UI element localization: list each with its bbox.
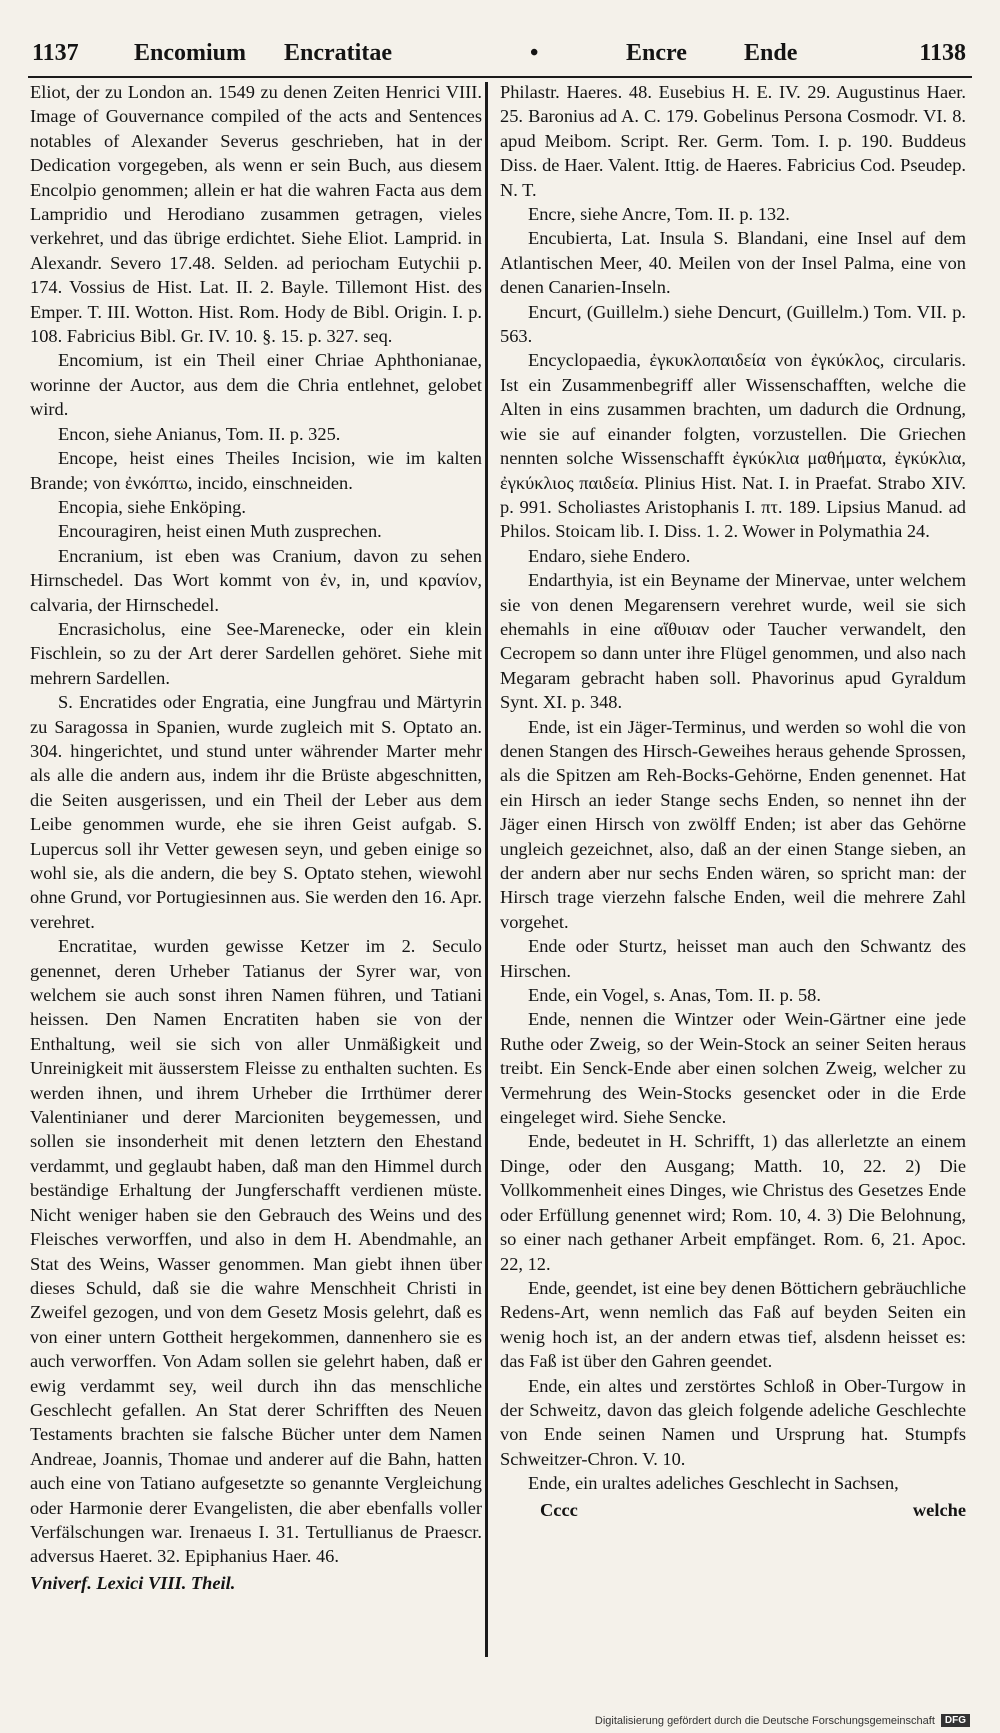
funding-text: Digitalisierung gefördert durch die Deutsche Forschungsgemeinschaft [594,1714,935,1727]
entry-paragraph: Encyclopaedia, ἐγκυκλοπαιδεία von ἐγκύκλος, circularis. Ist ein Zusammenbegriff aller Wissenschafften, welche die Alten in eins zusammen brachten, um dadurch die Ordnung, wie sie auf einander folgten, vorzustellen. Die Griechen nennten solche Wissenschafft ἐγκύκλια μαθήματα, ἐγκύκλια, ἐγκύκλιος παιδεία. Plinius Hist. Nat. I. in Praefat. Strabo XIV. p. 991. Scholiastes Aristophanis I. πτ. 189. Lipsius Manud. ad Philos. Stoicam lib. I. Diss. 1. 2. Wower in Polymathia 24. [500,350,966,542]
entry-paragraph: Encubierta, Lat. Insula S. Blandani, eine Insel auf dem Atlantischen Meer, 40. Meilen von der Insel Palma, eine von denen Canarien-Inseln. [500,228,966,298]
catchword: welche [912,1499,966,1520]
entry-paragraph: Philastr. Haeres. 48. Eusebius H. E. IV. 29. Augustinus Haer. 25. Baronius ad A. C. 179. Gobelinus Persona Cosmodr. VI. 8. apud Meibom. Script. Rer. Germ. Tom. I. p. 190. Buddeus Diss. de Haer. Valent. Ittig. de Haeres. Fabricius Cod. Pseudep. N. T. [500,82,966,200]
entry-paragraph: Ende, ein altes und zerstörtes Schloß in Ober-Turgow in der Schweitz, davon das gleich folgende adeliche Geschlechte von Ende seinen Namen und Ursprung hat. Stumpfs Schweitzer-Chron. V. 10. [500,1375,966,1469]
entry-paragraph: Endaro, siehe Endero. [528,545,691,566]
entry-paragraph: Ende, ist ein Jäger-Terminus, und werden so wohl die von denen Stangen des Hirsch-Geweihes heraus gehende Sprossen, als die Spitzen am Reh-Bocks-Gehörne, Enden genennet. Hat ein Hirsch an ieder Stange sechs Enden, so nennet ihn der Jäger einen Hirsch von zwölff Enden; ist aber das Gehörne ungleich gezeichnet, also, daß an der einen Stange sieben, an der andern aber nur sechs Enden wären, so spricht man: der Hirsch trage vierzehn falsche Enden, weil die mehrere Zahl vorgehet. [500,716,966,932]
header-word-left-2: Encratitae [284,40,392,66]
entry-paragraph: Encratitae, wurden gewisse Ketzer im 2. Seculo genennet, deren Urheber Tatianus der Syrer war, von welchem sie auch sonst ihren Namen führen, und Tatiani heissen. Den Namen Encratiten haben sie von der Enthaltung, weil sie sich von aller Unmäßigkeit und Unreinigkeit mit äusserstem Fleisse zu enthalten suchten. Es werden ihnen, und ihrem Urheber die Irrthümer derer Valentinianer und derer Marcioniten beygemessen, und sollen sie insonderheit mit denen letztern den Ehestand verdammt, und geglaubt haben, daß man den Himmel durch beständige Erhaltung der Jungferschafft verdienen müste. Nicht weniger haben sie den Gebrauch des Weins und des Fleisches verworffen, und also in dem H. Abendmahle, an Stat des Weins, Wasser genommen. Man giebt ihnen über dieses Schuld, daß sie die wahre Menschheit Christi in Zweifel gezogen, und von dem Gesetz Mosis gelehrt, daß es von einer untern Gottheit hergekommen, dannenhero sie es auch verworffen. Von Adam sollen sie gelehrt haben, daß er ewig verdammt sey, weil durch ihn das menschliche Geschlecht gefallen. An Stat derer Schrifften des Neuen Testaments brachten sie falsche Bücher unter dem Namen Andreae, Joannis, Thomae und anderer auf die Bahn, hatten auch eine von Tatiano aufgesetzte so genannte Vergleichung oder Harmonie derer Evangelisten, die aber ebenfalls voller Verfälschungen war. Irenaeus I. 31. Tertullianus de Praescr. adversus Haeret. 32. Epiphanius Haer. 46. [30,936,482,1567]
signature-mark: Cccc [540,1499,578,1520]
entry-paragraph: Eliot, der zu London an. 1549 zu denen Zeiten Henrici VIII. Image of Gouvernance compiled of the acts and Sentences notables of Alexander Severus geschrieben, hat in der Dedication vorgegeben, als wenn er sein Buch, aus diesem Encolpio genommen; allein er hat die wahren Facta aus dem Lampridio und Herodiano zusammen getragen, vieles verkehret, und das übrige erdichtet. Siehe Eliot. Lamprid. in Alexandr. Severo 17.48. Selden. ad periocham Eutychii p. 174. Vossius de Hist. Lat. II. 2. Bayle. Tillemont Hist. des Emper. T. III. Wotton. Hist. Rom. Hody de Bibl. Origin. I. p. 108. Fabricius Bibl. Gr. IV. 10. §. 15. p. 327. seq. [30,82,482,347]
entry-paragraph: Encopia, siehe Enköping. [58,496,246,517]
header-word-left-1: Encomium [134,40,247,66]
digitization-note [595,1714,970,1727]
right-column [500,80,966,1522]
running-header [28,40,972,74]
header-rule [28,76,972,78]
left-column [30,80,482,1595]
column-number-right: 1138 [919,40,966,66]
entry-paragraph: Encomium, ist ein Theil einer Chriae Aphthonianae, worinne der Auctor, aus dem die Chria entlehnet, gelobet wird. [30,350,482,420]
entry-paragraph: Encurt, (Guillelm.) siehe Dencurt, (Guillelm.) Tom. VII. p. 563. [500,301,966,347]
page-footer-right [500,1498,966,1522]
entry-paragraph: Encope, heist eines Theiles Incision, wie im kalten Brande; von ἐνκόπτω, incido, einschneiden. [30,448,482,493]
entry-paragraph: Ende, ein uraltes adeliches Geschlecht in Sachsen, [528,1473,899,1494]
column-divider [485,82,488,1657]
entry-paragraph: Ende oder Sturtz, heisset man auch den Schwantz des Hirschen. [500,936,966,981]
column-number-left: 1137 [32,40,79,66]
header-word-right-1: Encre [626,40,687,66]
entry-paragraph: Ende, bedeutet in H. Schrifft, 1) das allerletzte an einem Dinge, oder den Ausgang; Matth. 10, 22. 2) Die Vollkommenheit eines Dinges, wie Christus des Gesetzes Ende oder Erfüllung genennet wird; Rom. 10, 4. 3) Die Belohnung, so einer nach gethaner Arbeit empfänget. Rom. 6, 21. Apoc. 22, 12. [500,1131,966,1274]
header-word-right-2: Ende [744,40,798,66]
entry-paragraph: Encon, siehe Anianus, Tom. II. p. 325. [58,423,341,444]
entry-paragraph: Ende, geendet, ist eine bey denen Böttichern gebräuchliche Redens-Art, wenn nemlich das Faß auf beyden Seiten ein wenig hoch ist, an der andern etwas tief, alsdenn heisset es: das Faß ist über den Gahren geendet. [500,1277,966,1372]
entry-paragraph: Encrasicholus, eine See-Marenecke, oder ein klein Fischlein, so zu der Art derer Sardellen gehöret. Siehe mit mehrern Sardellen. [30,618,482,688]
dfg-logo-icon: DFG [941,1714,970,1727]
entry-paragraph: Ende, nennen die Wintzer oder Wein-Gärtner eine jede Ruthe oder Zweig, so der Wein-Stock an seiner Seiten heraus treibt. Ein Senck-Ende aber einen solchen Zweig, welcher zu Vermehrung des Wein-Stocks gesencket oder in die Erde eingeleget wird. Siehe Sencke. [500,1009,966,1128]
entry-paragraph: Ende, ein Vogel, s. Anas, Tom. II. p. 58. [528,985,821,1006]
entry-paragraph: S. Encratides oder Engratia, eine Jungfrau und Märtyrin zu Saragossa in Spanien, wurde zugleich mit S. Optato an. 304. hingerichtet, und stund unter währender Marter mehr als alle die andern aus, indem ihr die Brüste abgeschnitten, die Seiten ausgerissen, und ein Theil der Leber aus dem Leibe genommen wurde, ehe sie ihren Geist aufgab. S. Lupercus soll ihr Vetter gewesen seyn, und geben einige so wohl sie, als die andern, die bey S. Optato stehen, wiewohl ohne Grund, vor Portugiesinnen aus. Sie werden den 16. Apr. verehret. [30,692,482,932]
entry-paragraph: Encouragiren, heist einen Muth zusprechen. [58,521,382,542]
entry-paragraph: Endarthyia, ist ein Beyname der Minervae, unter welchem sie von denen Megarensern verehret wurde, weil sie sich ehemahls in eine αἴθυιαν oder Taucher verwandelt, den Cecropem so dann unter ihre Flügel genommen, und also nach Megaram gebracht haben soll. Phavorinus apud Gyraldum Synt. XI. p. 348. [500,570,966,713]
volume-footer: Vniverf. Lexici VIII. Theil. [30,1572,236,1593]
entry-paragraph: Encre, siehe Ancre, Tom. II. p. 132. [528,204,790,225]
entry-paragraph: Encranium, ist eben was Cranium, davon zu sehen Hirnschedel. Das Wort kommt von ἐν, in, und κρανίον, calvaria, der Hirnschedel. [30,545,482,615]
header-dot: • [530,40,539,66]
